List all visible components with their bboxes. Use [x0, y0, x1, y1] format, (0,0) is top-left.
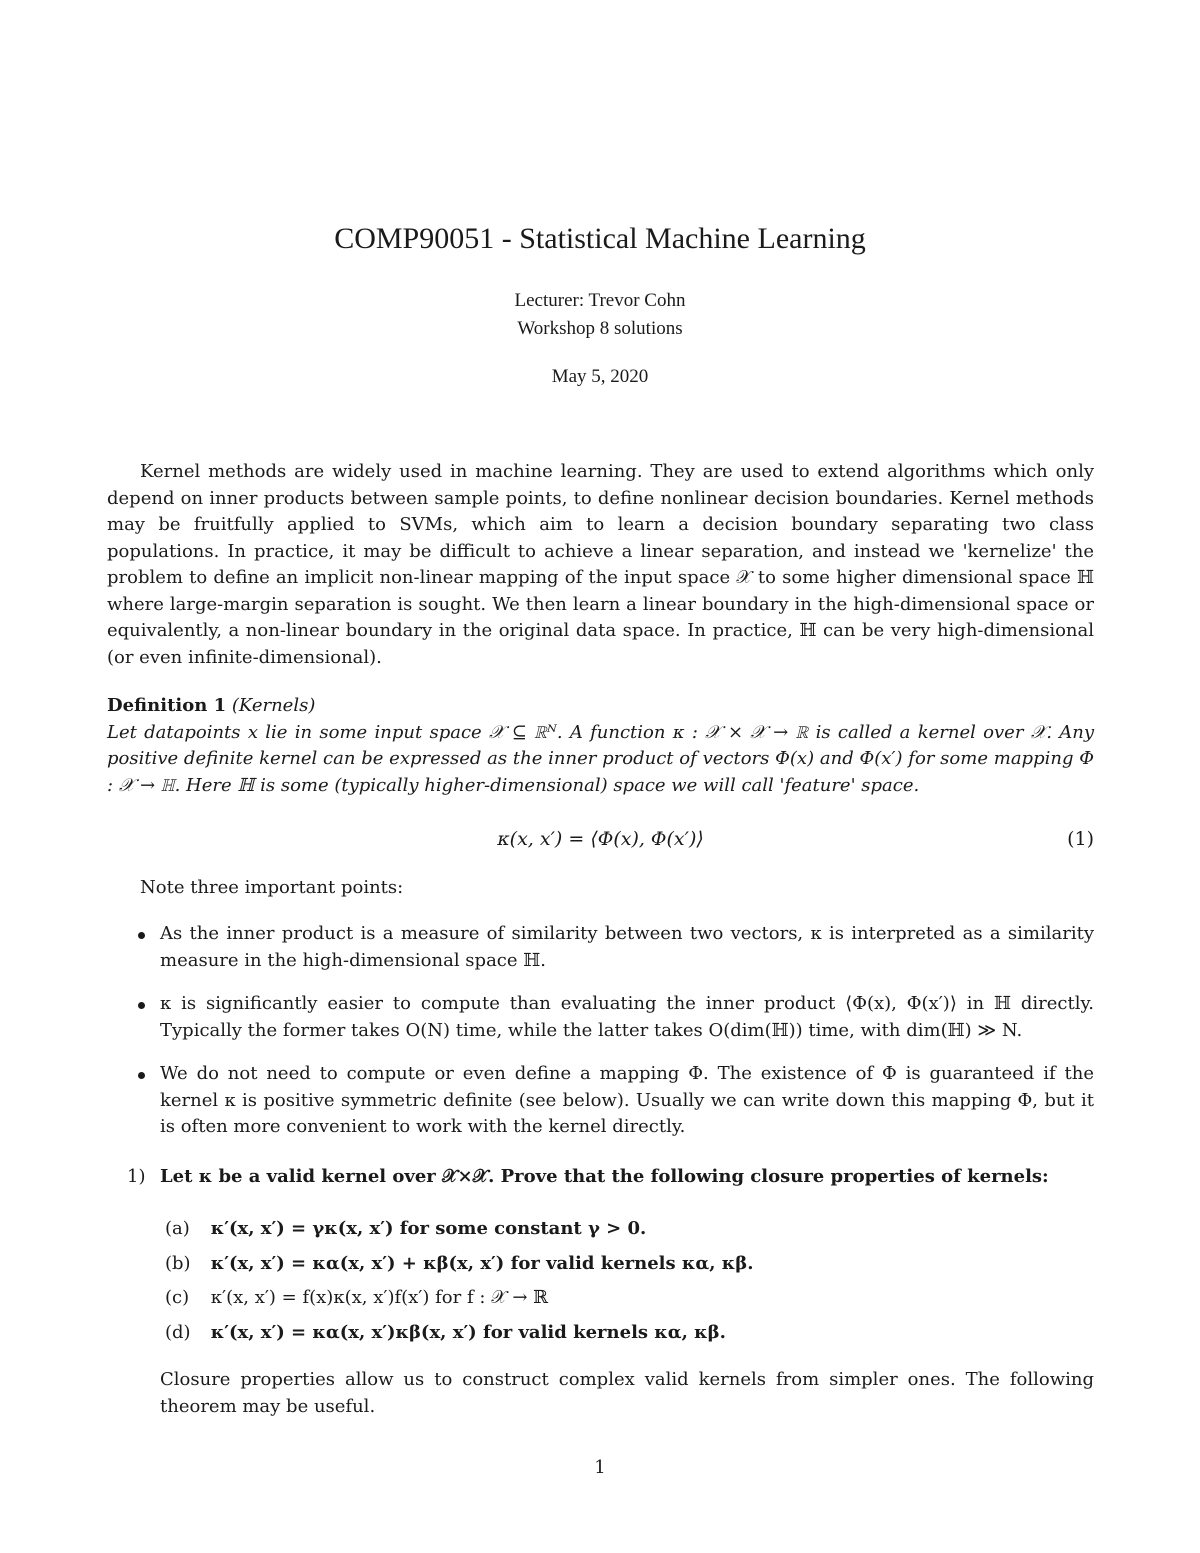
- subpart-label: (b): [165, 1252, 191, 1274]
- bullet-icon: [138, 932, 145, 939]
- document-title: COMP90051 - Statistical Machine Learning: [334, 222, 866, 255]
- definition-body: Let datapoints x lie in some input space 𝒳 ⊆ ℝᴺ. A function κ : 𝒳 × 𝒳 → ℝ is called a kernel over 𝒳. Any positive definite kernel can be expressed as the inner product of vectors Φ(x) and Φ(x′) for some mapping Φ : 𝒳 → ℍ. Here ℍ is some (typically higher-dimensional) space we will call 'feature' space.: [107, 721, 1094, 796]
- subpart-label: (d): [165, 1321, 191, 1343]
- question-number: 1): [127, 1166, 146, 1187]
- equation-number: (1): [1067, 828, 1094, 850]
- subpart-c: [165, 1281, 754, 1316]
- subpart-text: κ′(x, x′) = κα(x, x′) + κβ(x, x′) for valid kernels κα, κβ.: [210, 1252, 754, 1274]
- question-subparts: [165, 1212, 754, 1350]
- notes-intro: Note three important points:: [140, 877, 404, 898]
- equation-1: [107, 828, 1094, 858]
- list-item-text: We do not need to compute or even define a mapping Φ. The existence of Φ is guaranteed if the kernel κ is positive symmetric definite (see below). Usually we can write down this mapping Φ, but it is often more convenient to work with the kernel directly.: [160, 1063, 1094, 1137]
- list-item-text: As the inner product is a measure of similarity between two vectors, κ is interpreted as a similarity measure in the high-dimensional space ℍ.: [160, 923, 1094, 971]
- closure-note: Closure properties allow us to construct complex valid kernels from simpler ones. The following theorem may be useful.: [160, 1369, 1094, 1417]
- intro-paragraph: Kernel methods are widely used in machine learning. They are used to extend algorithms which only depend on inner products between sample points, to define nonlinear decision boundaries. Kernel methods may be fruitfully applied to SVMs, which aim to learn a decision boundary separating two class populations. In practice, it may be difficult to achieve a linear separation, and instead we 'kernelize' the problem to define an implicit non-linear mapping of the input space 𝒳 to some higher dimensional space ℍ where large-margin separation is sought. We then learn a linear boundary in the high-dimensional space or equivalently, a non-linear boundary in the original data space. In practice, ℍ can be very high-dimensional (or even infinite-dimensional).: [107, 461, 1094, 668]
- page-number: 1: [594, 1457, 606, 1478]
- list-item: [135, 1061, 1094, 1141]
- subpart-a: [165, 1212, 754, 1247]
- subpart-b: [165, 1247, 754, 1282]
- definition-heading: [107, 693, 1094, 720]
- definition-label: Definition 1: [107, 695, 227, 716]
- lecturer-line: Lecturer: Trevor Cohn: [514, 290, 686, 311]
- definition-block: [107, 693, 1094, 799]
- subpart-label: (c): [165, 1287, 190, 1308]
- document-date: May 5, 2020: [551, 366, 649, 387]
- subpart-text: κ′(x, x′) = κα(x, x′)κβ(x, x′) for valid kernels κα, κβ.: [210, 1321, 726, 1343]
- workshop-line: Workshop 8 solutions: [517, 318, 683, 339]
- list-item-text: κ is significantly easier to compute than evaluating the inner product ⟨Φ(x), Φ(x′)⟩ in ℍ directly. Typically the former takes O(N) time, while the latter takes O(dim(ℍ)) time, with dim(ℍ) ≫ N.: [160, 993, 1094, 1041]
- bullet-icon: [138, 1072, 145, 1079]
- list-item: [135, 991, 1094, 1044]
- definition-name: (Kernels): [231, 695, 316, 716]
- list-item: [135, 921, 1094, 974]
- notes-list: [135, 921, 1094, 1158]
- subpart-label: (a): [165, 1218, 190, 1239]
- question-text: Let κ be a valid kernel over 𝒳×𝒳. Prove that the following closure properties of kernels:: [160, 1166, 1049, 1187]
- equation-formula: κ(x, x′) = ⟨Φ(x), Φ(x′)⟩: [497, 828, 704, 850]
- subpart-d: [165, 1316, 754, 1351]
- bullet-icon: [138, 1002, 145, 1009]
- subpart-text: κ′(x, x′) = γκ(x, x′) for some constant γ > 0.: [210, 1218, 647, 1239]
- subpart-text: κ′(x, x′) = f(x)κ(x, x′)f(x′) for f : 𝒳 → ℝ: [210, 1287, 549, 1308]
